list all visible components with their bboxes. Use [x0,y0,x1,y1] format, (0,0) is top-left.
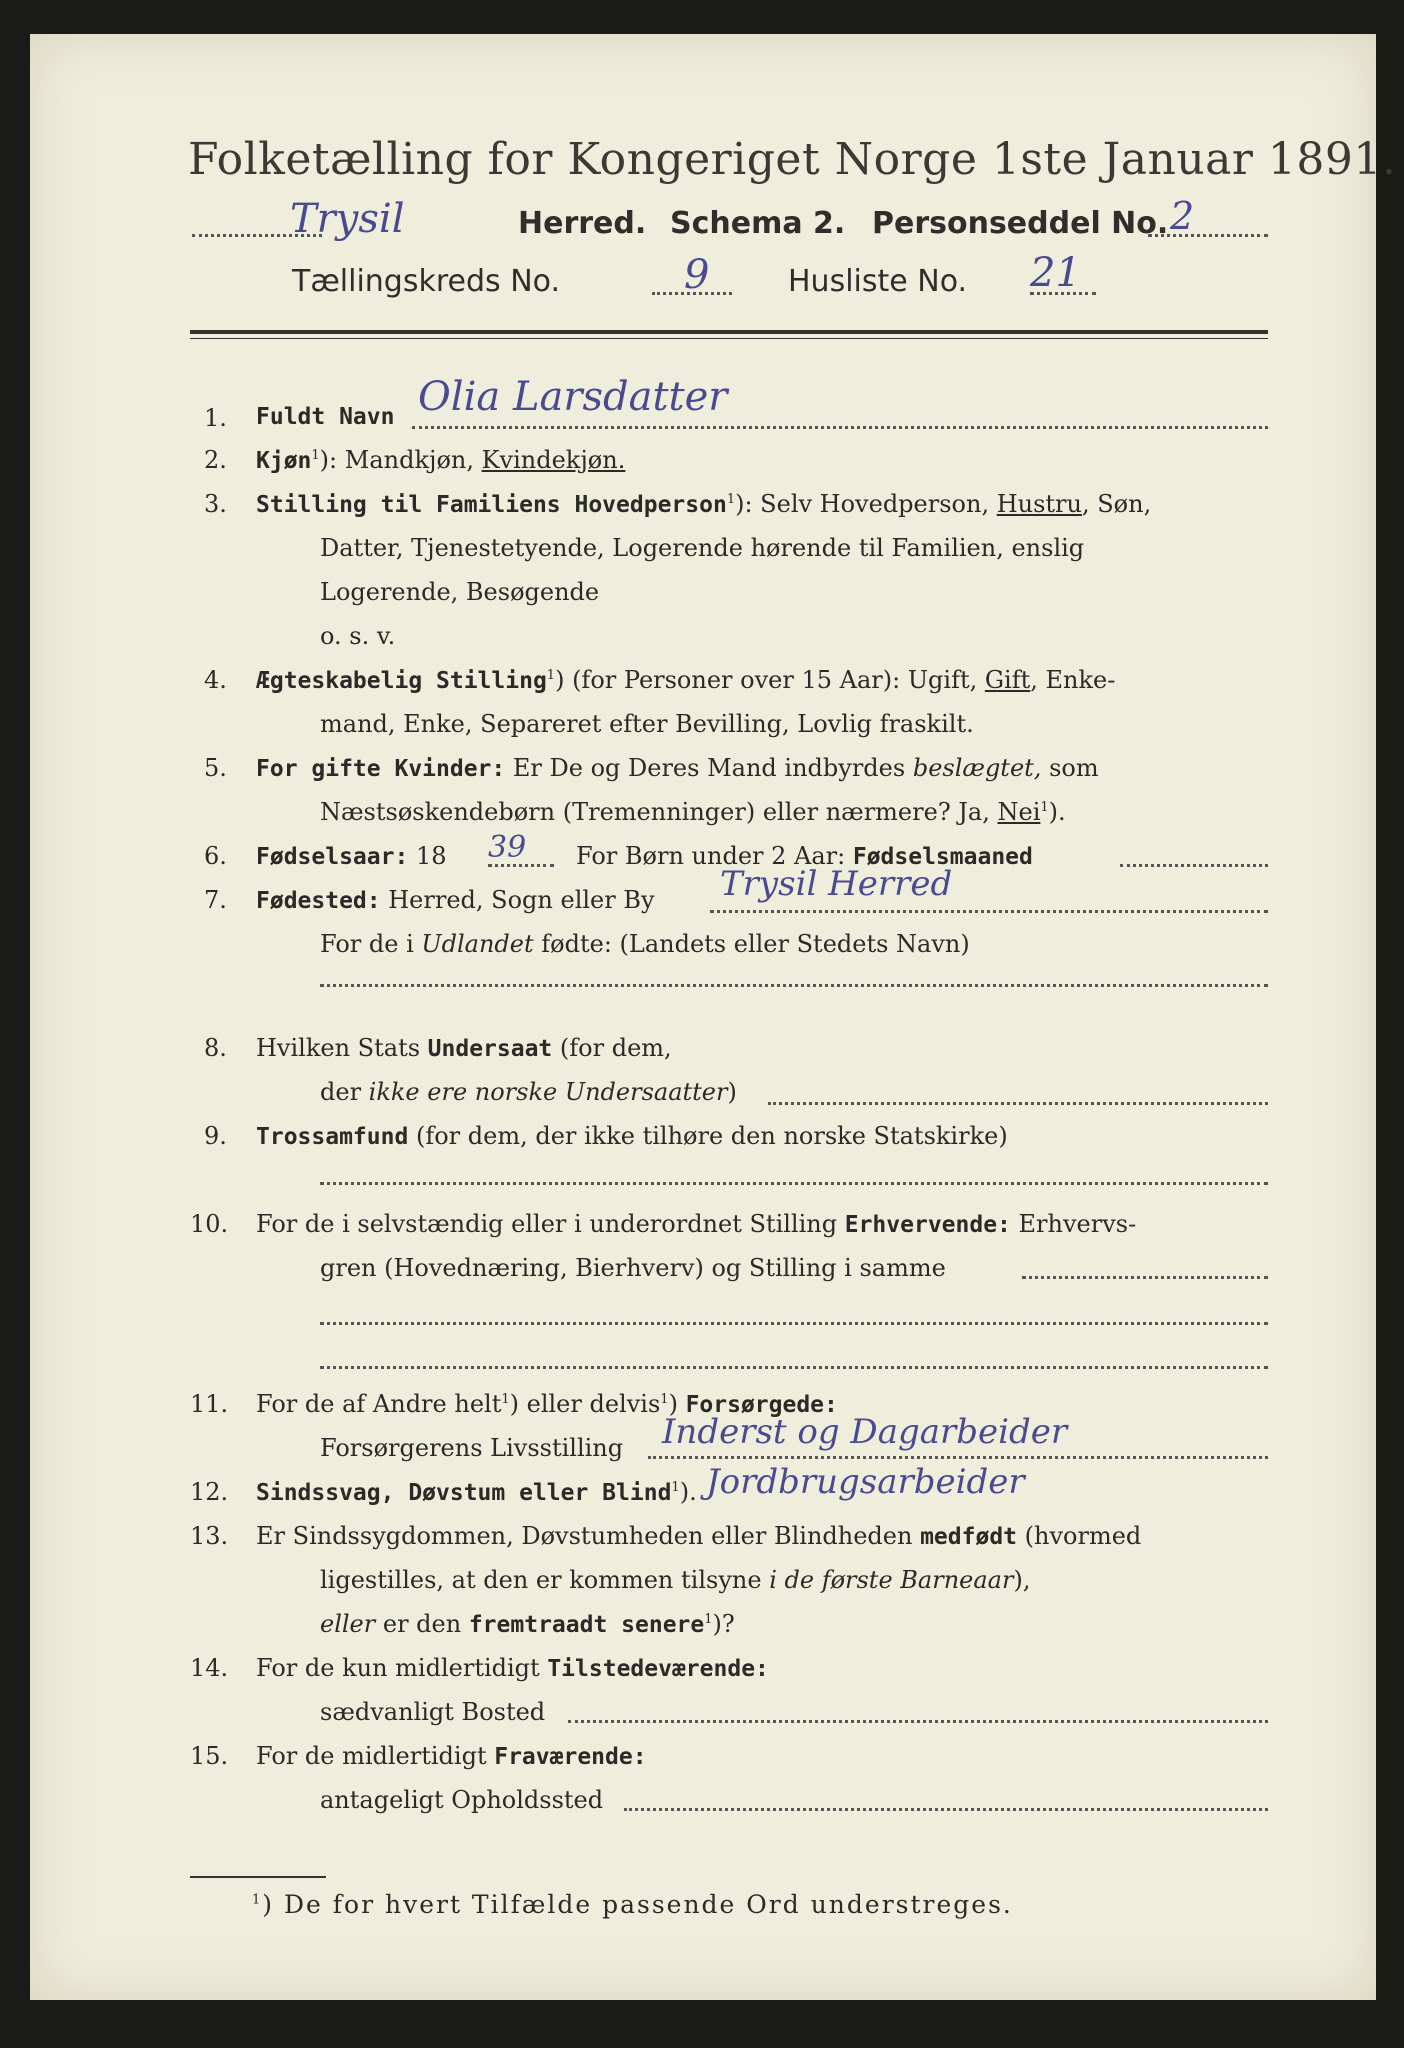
item-15-line-1 [256,1742,647,1770]
item-7-line-2-a: For de i [320,930,422,958]
item-13-line-1 [256,1522,1141,1550]
personseddel-dotted-line [1148,234,1268,237]
item-9-line [256,1122,1008,1150]
item-6-label-b: Fødselsmaaned [852,844,1033,870]
item-10-dotted-line [1022,1276,1268,1279]
item-10-blank-line-2 [320,1366,1268,1369]
footnote [252,1890,1013,1919]
personseddel-label: Personseddel No. [872,206,1169,241]
item-11-text-c: ) [668,1390,686,1418]
item-4-label: Ægteskabelig Stilling [256,668,547,694]
item-15-text-a: For de midlertidigt [256,1742,495,1770]
item-7-handwritten: Trysil Herred [720,864,953,904]
item-2-sup: 1 [311,448,320,463]
personseddel-handwritten: 2 [1170,194,1195,238]
item-3-line-3: Logerende, Besøgende [320,578,600,606]
item-11-text-b: ) eller delvis [509,1390,661,1418]
item-10-line-1 [256,1210,1136,1238]
item-12-sup: 1 [671,1480,680,1495]
item-13-text-b: (hvormed [1017,1522,1142,1550]
item-13-line-2 [320,1566,1030,1594]
item-6-text-b: For Børn under 2 Aar: [576,842,853,870]
item-9-label: Trossamfund [256,1124,409,1150]
item-4-number: 4. [204,666,227,694]
item-5-sup: 1 [1040,800,1049,815]
header-rule-thin [190,338,1268,339]
item-8-text-a: Hvilken Stats [256,1034,428,1062]
item-12-label: Sindssvag, Døvstum eller Blind [256,1480,672,1506]
item-14-line-2: sædvanligt Bosted [320,1698,546,1726]
husliste-label: Husliste No. [788,264,968,299]
item-11-text-a: For de af Andre helt [256,1390,502,1418]
item-4-line-2: mand, Enke, Separeret efter Bevilling, Lovlig fraskilt. [320,710,974,738]
item-7-line-1 [256,886,655,914]
item-3-text-b: , Søn, [1081,490,1152,518]
item-6-number: 6. [204,842,227,870]
item-7-dotted-line [710,910,1268,913]
item-3-text-a: ): Selv Hovedperson, [735,490,997,518]
item-11-sup-2: 1 [660,1392,669,1407]
item-15-number: 15. [190,1742,229,1770]
item-6-text: 18 [408,842,447,870]
item-15-dotted-line [624,1808,1268,1811]
item-1-handwritten: Olia Larsdatter [418,374,728,420]
item-4-line-1 [256,666,1115,694]
husliste-handwritten: 21 [1030,250,1081,296]
item-6-year-dotted-line [488,864,554,867]
item-2-label: Kjøn [256,448,312,474]
item-3-line-2: Datter, Tjenestetyende, Logerende hørende til Familien, enslig [320,534,1085,562]
item-9-blank-line [320,1182,1268,1185]
item-10-number: 10. [190,1210,229,1238]
item-15-label: Fraværende: [494,1744,647,1770]
item-2-underlined: Kvindekjøn. [481,446,626,474]
item-13-line-3 [320,1610,735,1638]
herred-handwritten: Trysil [290,196,405,242]
item-7-number: 7. [204,886,227,914]
item-11-dotted-line [648,1456,1268,1459]
item-7-blank-line [320,984,1268,987]
item-12-number: 12. [190,1478,229,1506]
item-12-handwritten: Jordbrugsarbeider [706,1462,1025,1502]
item-5-line-2 [320,798,1066,826]
item-3-number: 3. [204,490,227,518]
kreds-label: Tællingskreds No. [292,264,560,299]
item-11-handwritten: Inderst og Dagarbeider [662,1412,1068,1452]
item-5-text-a: Er De og Deres Mand indbyrdes [505,754,913,782]
item-15-line-2: antageligt Opholdssted [320,1786,604,1814]
item-10-blank-line-1 [320,1322,1268,1325]
item-13-line-2-italic: i de første Barneaar [769,1566,1014,1594]
item-6-month-dotted-line [1120,864,1268,867]
item-10-text-b: Erhvervs- [1010,1210,1137,1238]
item-7-line-2-b: fødte: (Landets eller Stedets Navn) [533,930,970,958]
item-13-line-2-a: ligestilles, at den er kommen tilsyne [320,1566,770,1594]
herred-label: Herred. [518,206,647,241]
item-3-label: Stilling til Familiens Hovedperson [256,492,727,518]
item-8-line-2 [320,1078,737,1106]
item-4-text-a: ) (for Personer over 15 Aar): Ugift, [555,666,985,694]
item-8-line-2-a: der [320,1078,369,1106]
item-14-text-a: For de kun midlertidigt [256,1654,548,1682]
item-13-line-3-b: )? [712,1610,735,1638]
item-1-dotted-line [412,426,1268,429]
item-6-label: Fødselsaar: [256,844,409,870]
item-12-line [256,1478,697,1506]
item-11-sup-1: 1 [501,1392,510,1407]
item-9-number: 9. [204,1122,227,1150]
item-14-line-1 [256,1654,769,1682]
item-5-line-2-end: ). [1048,798,1066,826]
item-10-text-a: For de i selvstændig eller i underordnet Stilling [256,1210,845,1238]
item-7-line-2-italic: Udlandet [421,930,534,958]
item-5-label: For gifte Kvinder: [256,756,506,782]
item-13-number: 13. [190,1522,229,1550]
item-4-underlined: Gift [984,666,1031,694]
item-8-line-2-b: ) [727,1078,737,1106]
item-8-label: Undersaat [427,1036,553,1062]
item-5-italic: beslægtet, [912,754,1042,782]
footnote-rule [190,1876,326,1878]
item-1-number: 1. [204,404,227,432]
item-12-text: ). [679,1478,697,1506]
item-7-label: Fødested: [256,888,381,914]
item-6-handwritten: 39 [488,830,527,865]
item-9-text: (for dem, der ikke tilhøre den norske Statskirke) [408,1122,1008,1150]
item-13-sup: 1 [704,1612,713,1627]
item-1-label: Fuldt Navn [256,404,395,430]
item-13-label-3: fremtraadt senere [468,1612,705,1638]
item-3-line-1 [256,490,1151,518]
item-3-sup: 1 [726,492,736,507]
item-10-line-2: gren (Hovednæring, Bierhverv) og Stilling i samme [320,1254,946,1282]
footnote-text: ) De for hvert Tilfælde passende Ord understreges. [262,1890,1013,1919]
item-3-line-4: o. s. v. [320,622,396,650]
item-6-line [256,842,447,870]
item-11-number: 11. [190,1390,229,1418]
item-14-label: Tilstedeværende: [547,1656,769,1682]
item-3-underlined: Hustru [996,490,1082,518]
item-8-text-b: (for dem, [552,1034,672,1062]
item-8-line-2-italic: ikke ere norske Undersaatter [368,1078,728,1106]
item-13-label: medfødt [920,1524,1018,1550]
item-8-number: 8. [204,1034,227,1062]
census-form-sheet [30,34,1397,2000]
item-11-label: Forsørgede: [685,1392,838,1418]
kreds-handwritten: 9 [684,252,710,298]
item-10-label: Erhvervende: [844,1212,1011,1238]
item-7-text: Herred, Sogn eller By [380,886,655,914]
item-14-number: 14. [190,1654,229,1682]
item-14-dotted-line [568,1720,1268,1723]
item-2-number: 2. [204,446,227,474]
header-rule-thick [190,330,1268,334]
item-8-dotted-line [768,1102,1268,1105]
item-11-line-2: Forsørgerens Livsstilling [320,1434,624,1462]
item-5-underlined: Nei [997,798,1041,826]
item-5-text-b: som [1041,754,1099,782]
item-2-text: ): Mandkjøn, [319,446,482,474]
schema-label: Schema 2. [670,206,846,241]
item-2-line [256,446,625,474]
item-4-text-b: , Enke- [1030,666,1116,694]
item-5-line-2-text: Næstsøskendebørn (Tremenninger) eller nærmere? Ja, [320,798,998,826]
item-13-line-3-a: er den [375,1610,469,1638]
item-13-line-2-b: ), [1013,1566,1031,1594]
item-8-line-1 [256,1034,672,1062]
item-13-text-a: Er Sindssygdommen, Døvstumheden eller Blindheden [256,1522,921,1550]
item-5-line-1 [256,754,1099,782]
item-7-line-2 [320,930,970,958]
item-4-sup: 1 [546,668,556,683]
footnote-sup: 1 [252,1892,263,1908]
form-title: Folketælling for Kongeriget Norge 1ste Januar 1891. [188,134,1397,185]
item-5-number: 5. [204,754,227,782]
item-13-line-3-italic: eller [320,1610,376,1638]
